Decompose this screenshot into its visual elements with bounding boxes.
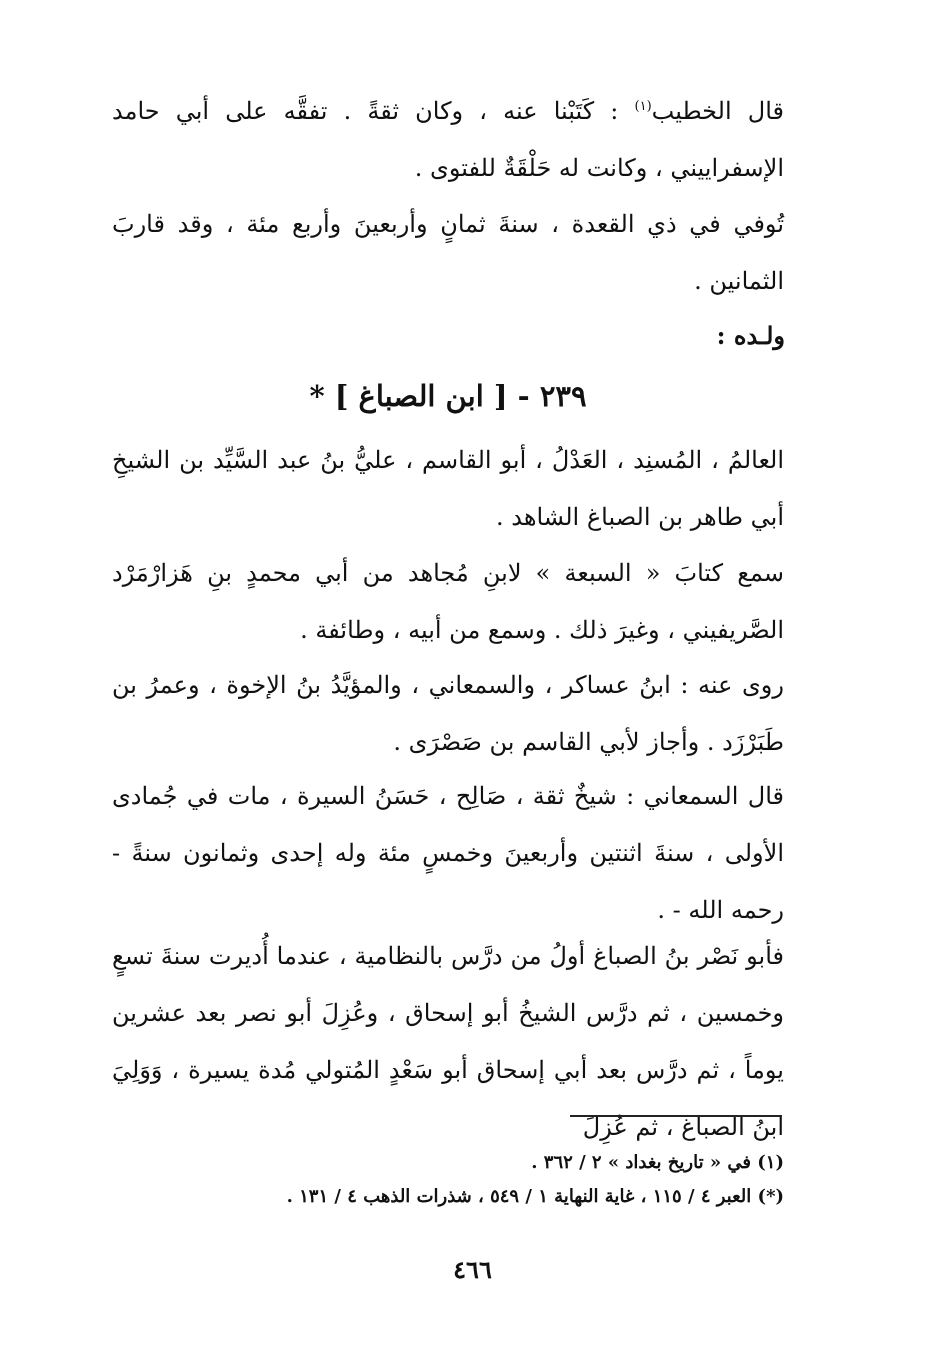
paragraph-narrators [112, 657, 784, 771]
paragraph-text: سمع كتابَ « السبعة » لابنِ مُجاهد من أبي محمدٍ بنِ هَزارْمَرْد الصَّريفيني ، وغيرَ ذلك . وسمع من أبيه ، وطائفة . [112, 559, 784, 644]
footnote-reference: (١) [634, 99, 652, 114]
paragraph-khatib-quote [112, 78, 784, 197]
section-label-son: ولـده : [716, 321, 785, 350]
page-number: ٤٦٦ [453, 1255, 492, 1284]
paragraph-nizamiyya [112, 928, 784, 1156]
paragraph-text: فأبو نَصْر بنُ الصباغ أولُ من درَّس بالنظامية ، عندما أُديرت سنةَ تسعٍ وخمسين ، ثم درَّس الشيخُ أبو إسحاق ، وعُزِلَ أبو نصر بعد عشرين يوماً ، ثم درَّس بعد أبي إسحاق أبو سَعْدٍ المُتولي مُدة يسيرة ، وَوَلِيَ ابنُ الصباغ ، ثم عُزِلَ [112, 942, 784, 1141]
entry-heading: ٢٣٩ - [ ابن الصباغ ] * [309, 379, 587, 413]
paragraph-heard [112, 545, 784, 659]
paragraph-text: قال السمعاني : شيخٌ ثقة ، صَالِح ، حَسَنُ السيرة ، مات في جُمادى الأولى ، سنةَ اثنتين وأربعينَ وخمسٍ مئة وله إحدى وثمانون سنةً - رحمه الله - . [112, 782, 784, 924]
paragraph-death-date [112, 196, 784, 310]
paragraph-text: : كَتَبْنا عنه ، وكان ثقةً . تفقَّه على أبي حامد الإسفراييني ، وكانت له حَلْقَةٌ للفتوى . [112, 97, 784, 182]
footnote-1: (١) في « تاريخ بغداد » ٢ / ٣٦٢ . [531, 1152, 784, 1173]
paragraph-entry-name [112, 432, 784, 546]
paragraph-text: العالمُ ، المُسنِد ، العَدْلُ ، أبو القاسم ، عليُّ بنُ عبد السَّيِّد بن الشيخِ أبي طاهر بن الصباغ الشاهد . [112, 446, 784, 531]
footnote-star: (*) العبر ٤ / ١١٥ ، غاية النهاية ١ / ٥٤٩ ، شذرات الذهب ٤ / ١٣١ . [286, 1186, 784, 1207]
paragraph-text: روى عنه : ابنُ عساكر ، والسمعاني ، والمؤيَّدُ بنُ الإخوة ، وعمرُ بن طَبَرْزَد . وأجاز لأبي القاسم بن صَصْرَى . [112, 671, 784, 756]
footnote-separator [570, 1115, 782, 1117]
paragraph-text: قال الخطيب [651, 97, 784, 125]
footnotes [112, 1146, 784, 1214]
paragraph-text: تُوفي في ذي القعدة ، سنةَ ثمانٍ وأربعينَ وأربع مئة ، وقد قاربَ الثمانين . [112, 210, 784, 295]
paragraph-samani [112, 768, 784, 939]
